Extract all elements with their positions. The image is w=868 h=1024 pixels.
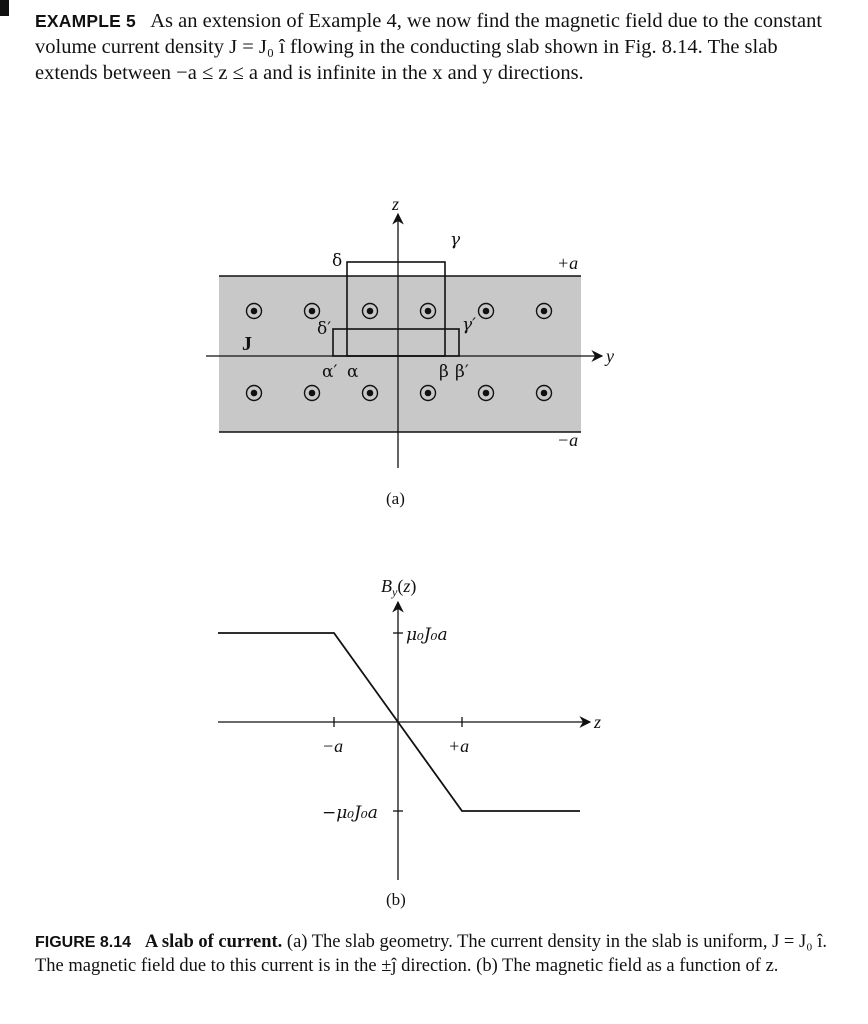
- panel-b-label: (b): [386, 890, 406, 909]
- bottom-boundary-label: −a: [557, 430, 579, 450]
- caption-title: A slab of current.: [144, 932, 283, 952]
- tick-minus-a-label: −a: [322, 736, 344, 756]
- panel-a-label: (a): [386, 489, 405, 508]
- corner-delta: δ: [332, 251, 343, 271]
- corner-beta-prime: β′: [455, 362, 469, 382]
- z-axis-label: z: [392, 194, 400, 214]
- figure-a: [206, 194, 614, 508]
- corner-alpha-prime: α′: [322, 362, 338, 382]
- y-axis-label: y: [606, 346, 614, 366]
- corner-gamma-prime: γ′: [462, 315, 477, 335]
- upper-value-label: μ₀J₀a: [406, 625, 448, 645]
- figure-caption: [35, 931, 835, 978]
- top-boundary-label: +a: [557, 253, 579, 273]
- corner-gamma: γ: [450, 230, 461, 250]
- caption-text: (a) The slab geometry. The current density in the slab is uniform, J = J₀ î. The magnetic field due to this current is in the ±ĵ direction. (b) The magnetic field as a function of z.: [35, 932, 827, 976]
- lower-value-label: −μ₀J₀a: [322, 803, 378, 823]
- example-label: EXAMPLE 5: [35, 11, 136, 31]
- corner-delta-prime: δ′: [317, 319, 332, 339]
- example-text: As an extension of Example 4, we now find the magnetic field due to the constant volume current density J = J₀ î flowing in the conducting slab shown in Fig. 8.14. The slab extends between −a ≤ z ≤ a and is infinite in the x and y directions.: [35, 10, 823, 84]
- by-axis-label-plain: B_y(z): [0, 0, 3, 1]
- corner-alpha: α: [347, 362, 359, 382]
- tick-plus-a-label: +a: [448, 736, 470, 756]
- z-axis-label-b: z: [594, 712, 602, 732]
- caption-label: FIGURE 8.14: [35, 934, 132, 951]
- corner-beta: β: [439, 362, 449, 382]
- current-density-label: J: [242, 333, 252, 355]
- slab-body: [219, 276, 581, 432]
- by-axis-label: $B_y(z)$: [381, 576, 417, 599]
